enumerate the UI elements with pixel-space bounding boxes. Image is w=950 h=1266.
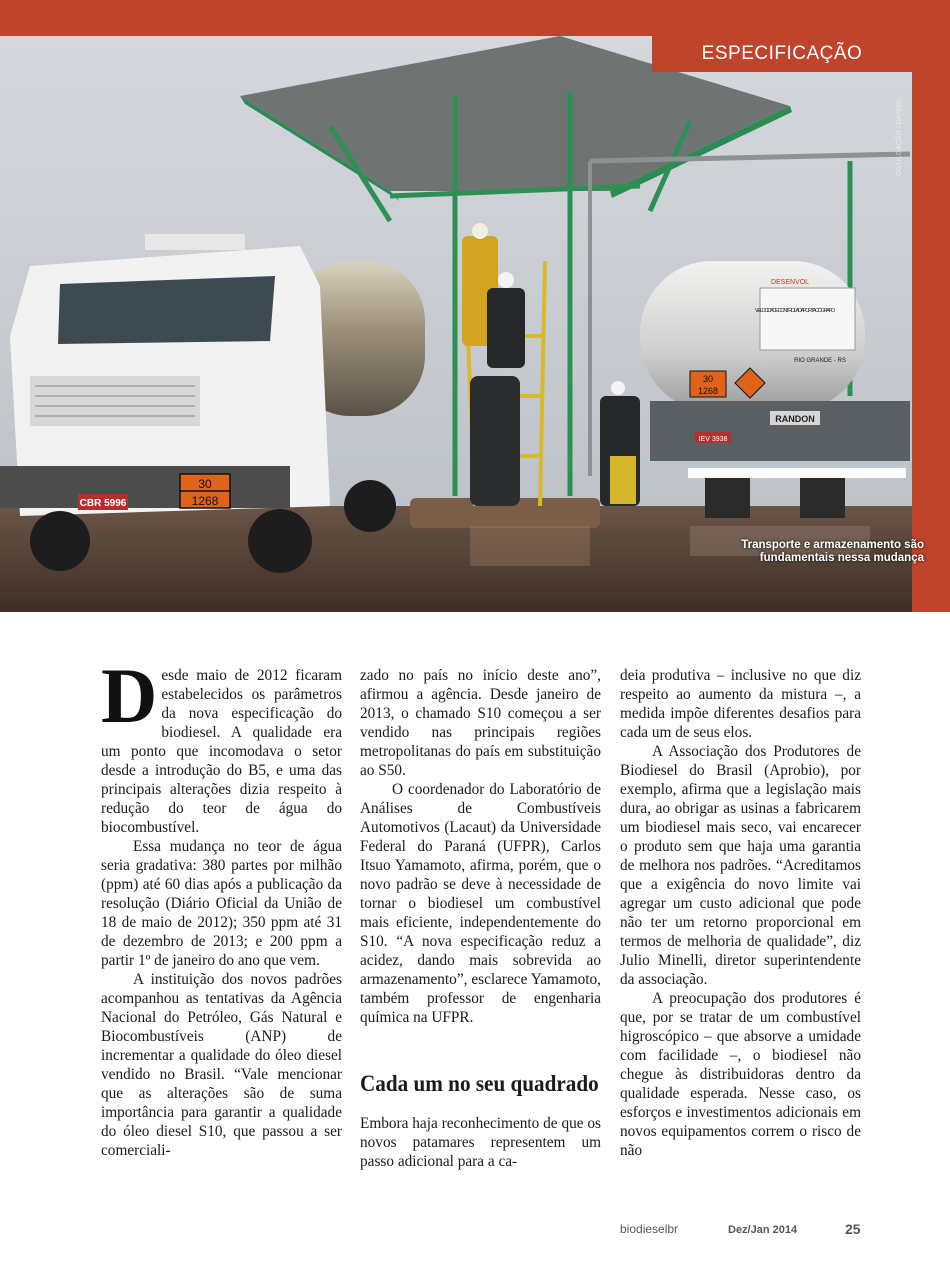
photo-caption: [741, 539, 924, 565]
paragraph: Essa mudança no teor de água seria gradativa: 380 partes por milhão (ppm) até 60 dias após a publicação da resolução (Diário Oficial da União de 18 de maio de 2012); 350 ppm até 31 de dezembro de 2013; e 200 ppm a partir 1º de janeiro do ano que vem.: [101, 838, 342, 969]
worker-dark: [487, 288, 525, 368]
rear-lights: [688, 468, 906, 478]
svg-text:VELOCIDADE CONTROLADA POR TACÓ: VELOCIDADE CONTROLADA POR TACÓGRAFO: [755, 308, 835, 314]
windshield: [58, 276, 275, 344]
svg-text:30: 30: [198, 477, 212, 491]
svg-text:DESENVOL: DESENVOL: [770, 279, 810, 286]
bumper: [0, 466, 290, 508]
subheading: Cada um no seu quadrado: [360, 1071, 599, 1096]
svg-text:30: 30: [702, 374, 714, 384]
article-column-3: [620, 666, 861, 1160]
article-column-2: [360, 666, 601, 1171]
paragraph: O coordenador do Laboratório de Análises de Combustíveis Automotivos (Lacaut) da Universidade Federal do Paraná (UFPR), Carlos Itsuo Yamamoto, afirma, porém, que o novo padrão se deve à necessidade de tornar o biodiesel um combustível mais eficiente, independentemente do S10. “A nova especificação reduz a acidez, dando mais sobrevida ao armazenamento”, esclarece Yamamoto, também professor de engenharia química na UFPR.: [360, 781, 601, 1026]
paragraph: zado no país no início deste ano”, afirmou a agência. Desde janeiro de 2013, o chamado S10 começou a ser vendido nas principais regiões metropolitanas do país em substituição ao S50.: [360, 667, 601, 779]
paragraph: Embora haja reconhecimento de que os novos patamares representem um passo adicional para a ca-: [360, 1115, 601, 1170]
worker-foreground: [470, 376, 520, 506]
top-color-band: [0, 0, 950, 36]
caption-line-1: Transporte e armazenamento são: [741, 539, 924, 551]
paragraph: deia produtiva – inclusive no que diz respeito ao aumento da mistura –, a medida impõe diferentes desafios para cada um de seus elos.: [620, 667, 861, 741]
paragraph: Desde maio de 2012 ficaram estabelecidos os parâmetros da nova especificação do biodiesel. A qualidade era um ponto que incomodava o setor desde a introdução do B5, e uma das principais alterações dizia respeito à redução do teor de água do biocombustível.: [101, 652, 342, 836]
svg-text:1268: 1268: [697, 386, 719, 396]
footer-brand: biodieselbr: [620, 1222, 679, 1236]
paragraph: A preocupação dos produtores é que, por se tratar de um combustível higroscópico – que absorve a umidade com facilidade –, o biodiesel não chegue às distribuidoras dentro da qualidade esperada. Nesse caso, os esforços e investimentos adicionais em novos equipamentos correm o risco de não: [620, 990, 861, 1159]
drop-cap: D: [101, 652, 158, 739]
caption-line-2: fundamentais nessa mudança: [759, 552, 924, 564]
right-color-band: [912, 0, 950, 612]
article-column-1: [101, 652, 342, 1160]
grille: [30, 376, 200, 426]
section-label: ESPECIFICAÇÃO: [652, 36, 912, 72]
paragraph: A instituição dos novos padrões acompanhou as tentativas da Agência Nacional do Petróleo, Gás Natural e Biocombustíveis (ANP) de incrementar a qualidade do óleo diesel vendido no Brasil. “Vale mencionar que as alterações são de suma importância para garantir a qualidade do óleo diesel S10, que passou a ser comerciali-: [101, 971, 342, 1159]
svg-text:IEV 3938: IEV 3938: [698, 436, 728, 443]
photo-credit: DIVULGAÇÃO / DANIEL: [896, 98, 903, 176]
front-wheel: [248, 509, 312, 573]
svg-text:1268: 1268: [191, 494, 219, 508]
page-number: 25: [845, 1221, 861, 1237]
svg-text:RIO GRANDE - RS: RIO GRANDE - RS: [794, 358, 846, 364]
paragraph: A Associação dos Produtores de Biodiesel do Brasil (Aprobio), por exemplo, afirma que a legislação mais dura, ao obrigar as usinas a fabricarem um biodiesel mais seco, vai encarecer o produto sem que haja uma garantia de melhora nos padrões. “Acreditamos que a exigência do novo limite vai agregar um custo adicional que pode não ter um retorno proporcional em termos de melhoria de qualidade”, diz Julio Minelli, diretor superintendente da associação.: [620, 743, 861, 988]
footer-date: Dez/Jan 2014: [728, 1224, 798, 1236]
article-photo: [0, 36, 912, 612]
randon-logo: RANDON: [775, 414, 815, 424]
truck-rear: [650, 401, 910, 461]
left-plate-text: CBR 5996: [79, 498, 127, 509]
